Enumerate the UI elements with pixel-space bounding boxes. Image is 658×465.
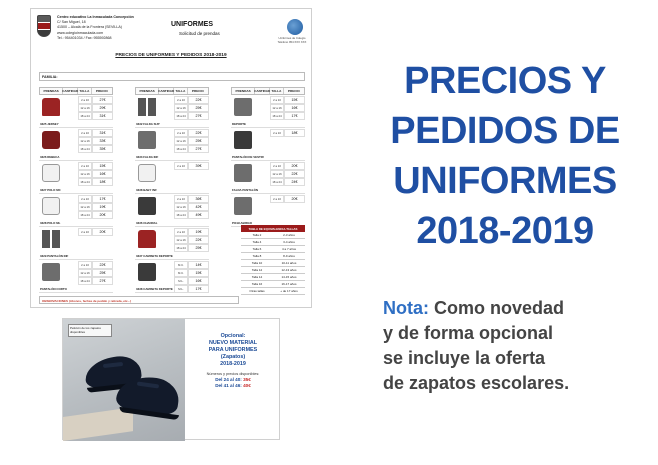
size-cell: M.C.: [174, 261, 188, 269]
price-cell: 20€: [92, 228, 113, 236]
price-line-2: [187, 383, 279, 389]
price-cell: 18€: [92, 178, 113, 186]
garment-label: 3329 PANTALÓN INF: [40, 254, 69, 258]
price-cell: 42€: [188, 203, 209, 211]
observations-field: [39, 296, 239, 304]
size-price-row: [78, 162, 113, 170]
price-cell: 19€: [188, 228, 209, 236]
price-value: 40€: [243, 383, 251, 388]
price-cell: 17€: [188, 285, 209, 293]
flyer-line: PARA UNIFORMES: [208, 347, 258, 353]
size-price-row: [78, 129, 113, 137]
garment-item: [135, 95, 209, 128]
garment-icon: [138, 164, 156, 182]
size-price-row: [78, 203, 113, 211]
garment-icon: [42, 131, 60, 149]
garment-icon: [138, 131, 156, 149]
uniform-order-form: [30, 8, 312, 308]
photo-label: Petición de los zapatos disponibles: [68, 324, 112, 337]
age-range: + de 17 años: [280, 289, 298, 293]
size-cell: 18 a 24: [174, 244, 188, 252]
size-price-row: [270, 112, 305, 120]
garment-item: [135, 161, 209, 194]
garment-icon: [138, 263, 156, 281]
form-subtitle: Solicitud de prendas: [179, 31, 220, 36]
size-cell: 12 a 16: [78, 104, 92, 112]
price-cell: 20€: [92, 211, 113, 219]
price-cell: 27€: [92, 96, 113, 104]
garment-icon: [138, 230, 156, 248]
garment-item: [231, 194, 305, 227]
garment-item: [39, 260, 113, 293]
price-cell: 22€: [188, 129, 209, 137]
price-cell: 27€: [188, 145, 209, 153]
header-prendas: PRENDAS: [40, 88, 63, 94]
garment-label: 3337 CAMISETA DEPORTE: [136, 254, 173, 258]
size-table-row: [241, 246, 305, 253]
size-price-row: [174, 277, 209, 285]
shoe-flyer: [62, 318, 280, 440]
note-line: se incluye la oferta: [383, 348, 546, 368]
price-cell: 20€: [284, 195, 305, 203]
header-talla: TALLA: [78, 88, 92, 94]
size-equivalence-table: [241, 225, 305, 295]
school-info-line: Centro educativo La Inmaculada Concepción: [57, 15, 134, 19]
price-cell: 15€: [284, 96, 305, 104]
header-cantidad: CANTIDAD: [254, 89, 271, 93]
size-name: Talla 14: [251, 275, 263, 279]
price-cell: 36€: [188, 195, 209, 203]
size-cell: 12 a 16: [78, 137, 92, 145]
price-cell: 25€: [92, 269, 113, 277]
form-column: [135, 87, 209, 293]
column-header: [39, 87, 113, 95]
price-cell: 22€: [188, 236, 209, 244]
age-range: 12-13 años: [281, 268, 297, 272]
garment-label: 3338 CAMISETA DEPORTE: [136, 287, 173, 291]
size-price-row: [78, 228, 113, 236]
garment-icon: [138, 98, 156, 116]
size-name: Talla 2: [252, 233, 262, 237]
garment-icon: [42, 98, 60, 116]
size-price-row: [78, 269, 113, 277]
garment-label: 3327 POLO MC: [40, 188, 61, 192]
size-price-row: [78, 261, 113, 269]
age-range: 3-4 años: [283, 240, 295, 244]
size-cell: 2 a 10: [174, 195, 188, 203]
garment-icon: [234, 98, 252, 116]
garment-label: 3336 CHANDAL: [136, 221, 158, 225]
garment-item: [135, 227, 209, 260]
size-cell: 12 a 16: [78, 170, 92, 178]
size-price-row: [174, 228, 209, 236]
size-price-row: [78, 170, 113, 178]
garment-label: PANTALÓN DE VESTIR: [232, 155, 264, 159]
size-price-row: [270, 195, 305, 203]
size-price-row: [78, 211, 113, 219]
size-table-row: [241, 253, 305, 260]
size-cell: 18 a 24: [270, 112, 284, 120]
size-price-row: [174, 104, 209, 112]
supplier-logo-icon: [287, 19, 303, 35]
price-cell: 16€: [92, 170, 113, 178]
garment-label: PANTALÓN CORTO: [40, 287, 67, 291]
price-cell: 22€: [284, 170, 305, 178]
size-price-row: [174, 129, 209, 137]
size-table-row: [241, 274, 305, 281]
size-price-row: [78, 178, 113, 186]
size-table-title: TABLA DE EQUIVALENCIA-TALLAS: [241, 225, 305, 232]
size-cell: 12 a 16: [174, 236, 188, 244]
price-value: 35€: [243, 377, 251, 382]
price-cell: 22€: [92, 261, 113, 269]
header-prendas: PRENDAS: [232, 88, 255, 94]
size-cell: 2 a 10: [78, 162, 92, 170]
size-cell: 2 a 10: [78, 228, 92, 236]
size-name: Talla 12: [251, 268, 263, 272]
size-cell: 2 a 10: [174, 228, 188, 236]
size-table-row: [241, 260, 305, 267]
price-cell: 25€: [188, 244, 209, 252]
size-cell: 2 a 10: [270, 129, 284, 137]
price-cell: 27€: [188, 112, 209, 120]
size-cell: 12 a 16: [78, 203, 92, 211]
price-range: Del 24 al 40:: [215, 377, 242, 382]
form-header: [31, 9, 311, 53]
price-cell: 20€: [284, 162, 305, 170]
price-cell: 19€: [92, 203, 113, 211]
age-range: 8-9 años: [283, 254, 295, 258]
garment-label: 3332 FALDA SUP: [136, 122, 160, 126]
size-price-row: [270, 178, 305, 186]
size-cell: 18 a 24: [270, 178, 284, 186]
header-talla: TALLA: [270, 88, 284, 94]
flyer-line: 2018-2019: [220, 361, 246, 367]
note-line: [383, 296, 645, 321]
header-precio: PRECIO: [191, 89, 204, 93]
shoes-photo: [63, 319, 185, 441]
size-price-row: [270, 170, 305, 178]
garment-icon: [42, 164, 60, 182]
header-precio: PRECIO: [287, 89, 300, 93]
size-table-row: [241, 267, 305, 274]
size-price-row: [174, 236, 209, 244]
garment-item: [39, 227, 113, 260]
size-price-row: [78, 277, 113, 285]
size-price-row: [174, 112, 209, 120]
size-cell: 2 a 10: [78, 129, 92, 137]
age-range: 10-11 años: [281, 261, 297, 265]
price-range: Del 41 al 46:: [215, 383, 242, 388]
size-name: Otras tallas: [249, 289, 265, 293]
garment-item: [231, 161, 305, 194]
size-cell: 12 a 16: [174, 137, 188, 145]
size-name: Talla 16: [251, 282, 263, 286]
garment-icon: [234, 131, 252, 149]
garment-item: [231, 95, 305, 128]
size-price-row: [78, 96, 113, 104]
price-cell: 17€: [284, 112, 305, 120]
form-heading: PRECIOS DE UNIFORMES Y PEDIDOS 2018-2019: [115, 53, 227, 58]
size-table-row: [241, 232, 305, 239]
size-price-row: [174, 145, 209, 153]
age-range: 16-17 años: [281, 282, 297, 286]
note-line: y de forma opcional: [383, 323, 554, 343]
price-cell: 31€: [92, 112, 113, 120]
age-range: 4 a 7 años: [281, 247, 296, 251]
size-cell: 12 a 16: [270, 170, 284, 178]
school-info-line: Tel.: 954401034 / Fax: 955592868: [57, 35, 112, 40]
size-cell: 12 a 16: [270, 104, 284, 112]
form-title: UNIFORMES: [171, 21, 213, 28]
form-column: [39, 87, 113, 293]
price-cell: 35€: [92, 145, 113, 153]
column-header: [135, 87, 209, 95]
flyer-line: Opcional:: [220, 333, 246, 339]
price-cell: 25€: [188, 104, 209, 112]
garment-label: DEPORTE: [232, 122, 246, 126]
garment-item: [39, 95, 113, 128]
size-price-row: [270, 104, 305, 112]
main-title: [366, 56, 644, 256]
garment-icon: [138, 197, 156, 215]
size-price-row: [78, 195, 113, 203]
garment-label: 3333 FALDA INF: [136, 155, 159, 159]
size-cell: 2 a 10: [270, 195, 284, 203]
size-cell: 2 a 10: [174, 129, 188, 137]
size-price-row: [174, 211, 209, 219]
size-price-row: [78, 112, 113, 120]
size-cell: M.C.: [174, 269, 188, 277]
price-cell: 15€: [188, 269, 209, 277]
size-cell: 2 a 10: [78, 261, 92, 269]
size-price-row: [174, 96, 209, 104]
garment-icon: [234, 164, 252, 182]
size-table-row: [241, 239, 305, 246]
price-cell: 31€: [92, 129, 113, 137]
size-table-row: [241, 288, 305, 295]
price-cell: 27€: [92, 277, 113, 285]
garment-item: [39, 128, 113, 161]
size-price-row: [174, 137, 209, 145]
size-cell: M.L.: [174, 285, 188, 293]
price-cell: 15€: [92, 162, 113, 170]
size-cell: 12 a 16: [78, 269, 92, 277]
size-cell: 18 a 24: [174, 112, 188, 120]
size-name: Talla 8: [252, 254, 262, 258]
age-range: 2-3 años: [283, 233, 295, 237]
garment-item: [39, 161, 113, 194]
price-cell: 16€: [188, 277, 209, 285]
price-cell: 18€: [284, 129, 305, 137]
age-range: 14-15 años: [281, 275, 297, 279]
garment-item: [135, 260, 209, 293]
observations-label: OBSERVACIONES (Abonos, fechas de pedido y retirada, etc...): [42, 298, 132, 303]
size-price-row: [78, 137, 113, 145]
note-line: de zapatos escolares.: [383, 373, 570, 393]
title-line: PRECIOS Y: [404, 60, 606, 102]
garment-icon: [42, 230, 60, 248]
title-line: 2018-2019: [416, 210, 594, 252]
size-price-row: [174, 269, 209, 277]
header-talla: TALLA: [174, 88, 188, 94]
flyer-line: NUEVO MATERIAL: [208, 340, 258, 346]
garment-item: [135, 128, 209, 161]
garment-label: 3338 BABY INF: [136, 188, 157, 192]
header-prendas: PRENDAS: [136, 88, 159, 94]
size-price-row: [174, 203, 209, 211]
price-cell: 22€: [188, 96, 209, 104]
school-info: [57, 15, 167, 41]
header-precio: PRECIO: [95, 89, 108, 93]
size-name: Talla 4: [252, 240, 262, 244]
header-cantidad: CANTIDAD: [62, 89, 79, 93]
size-name: Talla 6: [252, 247, 262, 251]
size-cell: 2 a 10: [78, 96, 92, 104]
size-price-row: [174, 261, 209, 269]
garment-item: [39, 194, 113, 227]
size-cell: 18 a 24: [78, 211, 92, 219]
size-table-row: [241, 281, 305, 288]
garment-icon: [42, 263, 60, 281]
size-cell: 2 a 10: [270, 96, 284, 104]
size-cell: 18 a 24: [78, 277, 92, 285]
size-price-row: [174, 285, 209, 293]
size-cell: 2 a 10: [174, 162, 188, 170]
supplier-text: Uniformes de Colegio Teléfono 954 XXX XXX: [277, 36, 307, 44]
size-price-row: [270, 162, 305, 170]
price-cell: 39€: [188, 162, 209, 170]
size-cell: 18 a 24: [174, 211, 188, 219]
column-header: [231, 87, 305, 95]
note-text: [383, 296, 645, 396]
price-cell: 14€: [188, 261, 209, 269]
garment-icon: [42, 197, 60, 215]
size-cell: M.L.: [174, 277, 188, 285]
price-cell: 33€: [92, 137, 113, 145]
school-info-line: 41500 – Alcalá de la Frontera (SEVILLA): [57, 25, 122, 30]
size-cell: 18 a 24: [174, 145, 188, 153]
size-price-row: [270, 129, 305, 137]
price-cell: 24€: [284, 178, 305, 186]
size-cell: 12 a 16: [174, 203, 188, 211]
price-cell: 49€: [188, 211, 209, 219]
price-cell: 25€: [188, 137, 209, 145]
size-price-row: [174, 195, 209, 203]
flyer-text: [187, 333, 279, 389]
title-line: PEDIDOS DE: [390, 110, 620, 152]
size-price-row: [174, 244, 209, 252]
school-info-line: www.colegioinmaculada.com: [57, 30, 104, 35]
form-column: [231, 87, 305, 227]
family-label: FAMILIA:: [42, 75, 58, 79]
note-line-1-rest: Como novedad: [429, 298, 565, 318]
size-cell: 12 a 16: [174, 104, 188, 112]
size-price-row: [78, 104, 113, 112]
size-price-row: [174, 162, 209, 170]
price-cell: 17€: [92, 195, 113, 203]
garment-label: FALDA PANTALÓN: [232, 188, 258, 192]
flyer-note: Números y precios disponibles:: [206, 372, 260, 376]
title-line: UNIFORMES: [393, 160, 617, 202]
size-cell: 18 a 24: [78, 145, 92, 153]
garment-label: 3328 POLO ML: [40, 221, 61, 225]
school-info-line: C/ San Miguel, 18: [57, 20, 86, 25]
size-price-row: [270, 96, 305, 104]
size-cell: 2 a 10: [78, 195, 92, 203]
size-cell: 2 a 10: [174, 96, 188, 104]
garment-item: [231, 128, 305, 161]
garment-label: 3326 REBECA: [40, 155, 60, 159]
size-cell: 18 a 24: [78, 178, 92, 186]
garment-label: 3325 JERSEY: [40, 122, 59, 126]
size-cell: 2 a 10: [270, 162, 284, 170]
garment-label: PICHI ABRIGO: [232, 221, 252, 225]
price-cell: 29€: [92, 104, 113, 112]
school-crest-icon: [37, 15, 51, 37]
garment-icon: [234, 197, 252, 215]
family-field: [39, 72, 305, 81]
size-cell: 18 a 24: [78, 112, 92, 120]
header-cantidad: CANTIDAD: [158, 89, 175, 93]
size-name: Talla 10: [251, 261, 263, 265]
flyer-line: (Zapatos): [220, 354, 246, 360]
note-label: Nota:: [383, 298, 429, 318]
price-cell: 16€: [284, 104, 305, 112]
size-price-row: [78, 145, 113, 153]
garment-item: [135, 194, 209, 227]
